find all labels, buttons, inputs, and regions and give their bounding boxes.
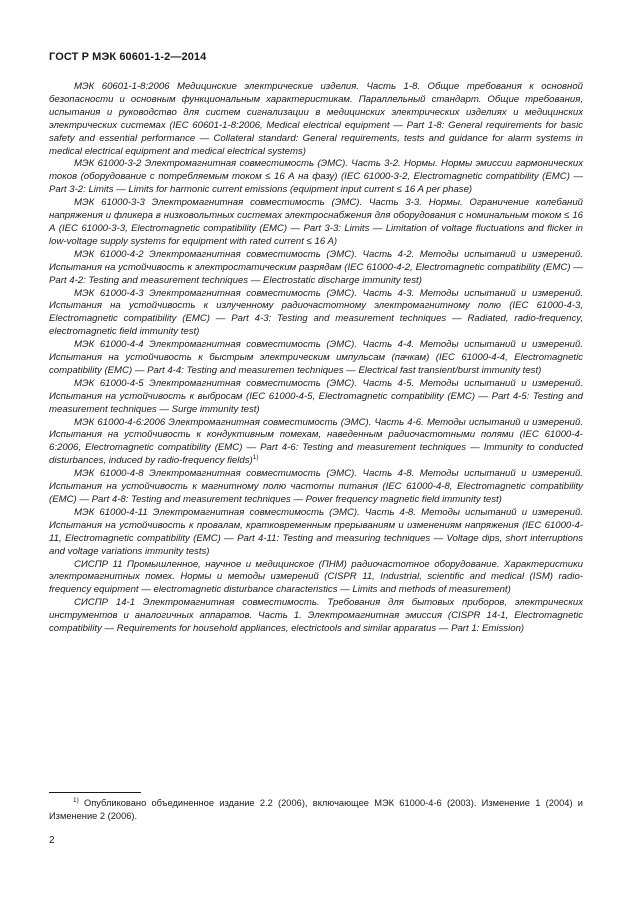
reference-item: МЭК 61000-4-3 Электромагнитная совместимость (ЭМС). Часть 4-3. Методы испытаний и измерений. Испытания на устойчивость к излученному радиочастотному электромагнитному полю (IEC 61000-4-3, Electromagnetic compatibility (EMC) — Part 4-3: Testing and measurement techniques — Radiated, radio-frequency, electromagnetic field immunity test) [49,287,583,338]
reference-item [49,417,583,469]
footnote [49,797,583,823]
reference-text: МЭК 61000-4-6:2006 Электромагнитная совместимость (ЭМС). Часть 4-6. Методы испытаний и измерений. Испытания на устойчивость к кондуктивным помехам, наведенным радиочастотными полями (IEC 61000-4-6:2006, Electromagnetic compatibility (EMC) — Part 4-6: Testing and measurement techniques — Immunity to conducted disturbances, induced by radio-frequency fields) [49,416,583,467]
footnote-ref: 1) [252,454,259,462]
document-header: ГОСТ Р МЭК 60601-1-2—2014 [49,51,207,63]
reference-item: СИСПР 14-1 Электромагнитная совместимость. Требования для бытовых приборов, электрических инструментов и аналогичных аппаратов. Часть 1. Электромагнитная эмиссия (CISPR 14-1, Electromagnetic compatibility — Requirements for household appliances, electrictools and similar apparatus — Part 1: Emission) [49,597,583,635]
footnote-text: Опубликовано объединенное издание 2.2 (2006), включающее МЭК 61000-4-6 (2003). Изменение 1 (2004) и Изменение 2 (2006). [49,798,583,821]
reference-item: МЭК 61000-4-4 Электромагнитная совместимость (ЭМС). Часть 4-4. Методы испытаний и измерений. Испытания на устойчивость к быстрым электрическим импульсам (пачкам) (IEC 61000-4-4, Electromagnetic compatibility (EMC) — Part 4-4: Testing and measuremen techniques — Electrical fast transient/burst immunity test) [49,339,583,376]
reference-item: МЭК 61000-3-3 Электромагнитная совместимость (ЭМС). Часть 3-3. Нормы. Ограничение колебаний напряжения и фликера в низковольтных системах электроснабжения для оборудования с номинальным током ≤ 16 А (IEC 61000-3-3, Electromagnetic compatibility (EMC) — Part 3-3: Limits — Limitation of voltage fluctuations and flicker in low-voltage supply systems for equipment with rated current ≤ 16 A) [49,197,583,247]
normative-references [49,81,583,636]
footnote-separator [49,792,141,793]
reference-item: СИСПР 11 Промышленное, научное и медицинское (ПНМ) радиочастотное оборудование. Характеристики электромагнитных помех. Нормы и методы измерений (CISPR 11, Industrial, scientific and medical (ISM) radio-frequency equipment — electromagnetic disturbance characteristics — Limits and methods of measurement) [49,558,583,596]
reference-item: МЭК 60601-1-8:2006 Медицинские электрические изделия. Часть 1-8. Общие требования к основной безопасности и основным функциональным характеристикам. Параллельный стандарт. Общие требования, испытания и руководство для систем сигнализации в медицинских электрических изделиях и медицинских электрических системах (IEC 60601-1-8:2006, Medical electrical equipment — Part 1-8: General requirements for basic safety and essential performance — Collateral standard: General requirements, tests and guidance for alarm systems in medical electrical equipment and medical electrical systems) [49,81,583,157]
reference-item: МЭК 61000-3-2 Электромагнитная совместимость (ЭМС). Часть 3-2. Нормы. Нормы эмиссии гармонических токов (оборудование с потребляемым током ≤ 16 А на фазу) (IEC 61000-3-2, Electromagnetic compatibility (EMC) — Part 3-2: Limits — Limits for harmonic current emissions (equipment input current ≤ 16 A per phase) [49,158,583,196]
footnote-marker: 1) [73,796,79,804]
reference-item: МЭК 61000-4-11 Электромагнитная совместимость (ЭМС). Часть 4-8. Методы испытаний и измерений. Испытания на устойчивость к провалам, кратковременным прерываниям и изменениям напряжения (IEC 61000-4-11, Electromagnetic compatibility (EMC) — Part 4-11: Testing and measuring techniques — Voltage dips, short interruptions and voltage variations immunity tests) [49,506,583,557]
reference-item: МЭК 61000-4-2 Электромагнитная совместимость (ЭМС). Часть 4-2. Методы испытаний и измерений. Испытания на устойчивость к электростатическим разрядам (IEC 61000-4-2, Electromagnetic compatibility (EMC) — Part 4-2: Testing and measurement techniques — Electrostatic discharge immunity test) [49,248,583,286]
page-number: 2 [49,835,55,846]
reference-item: МЭК 61000-4-5 Электромагнитная совместимость (ЭМС). Часть 4-5. Методы испытаний и измерений. Испытания на устойчивость к выбросам (IEC 61000-4-5, Electromagnetic compatibility (EMC) — Part 4-5: Testing and measurement techniques — Surge immunity test) [49,377,583,415]
reference-item: МЭК 61000-4-8 Электромагнитная совместимость (ЭМС). Часть 4-8. Методы испытаний и измерений. Испытания на устойчивость к магнитному полю частоты питания (IEC 61000-4-8, Electromagnetic compatibility (EMC) — Part 4-8: Testing and measurement techniques — Power frequency magnetic field immunity test) [49,468,583,505]
